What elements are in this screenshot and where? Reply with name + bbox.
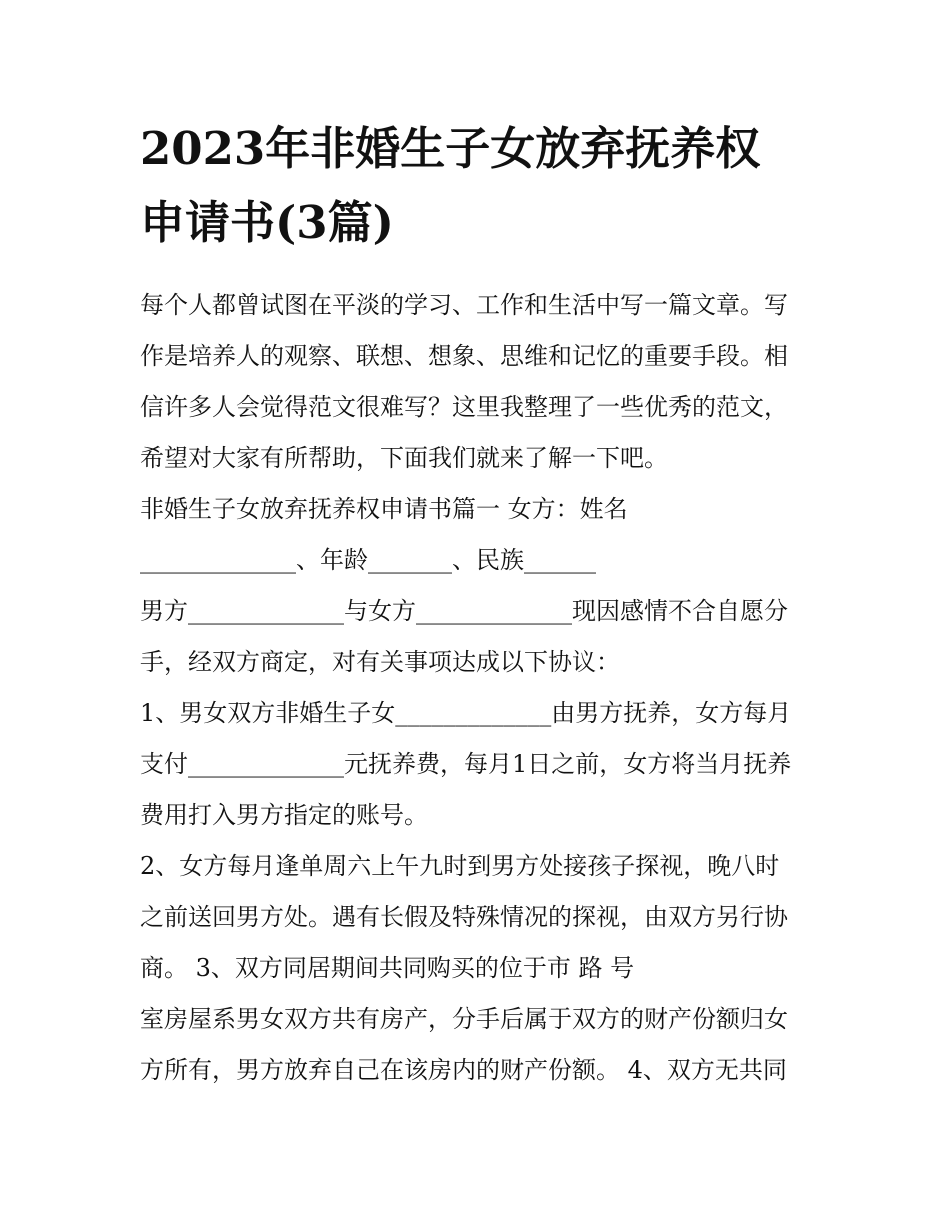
body-line-13: 之前送回男方处。遇有长假及特殊情况的探视，由双方另行协 bbox=[140, 903, 788, 931]
body-line-10: 支付_____________元抚养费，每月1日之前，女方将当月抚养 bbox=[140, 750, 792, 778]
body-line-3: 信许多人会觉得范文很难写？这里我整理了一些优秀的范文， bbox=[140, 393, 788, 421]
body-line-8: 手，经双方商定，对有关事项达成以下协议： bbox=[140, 648, 620, 676]
document-body bbox=[140, 280, 830, 1096]
body-line-15: 室房屋系男女双方共有房产，分手后属于双方的财产份额归女 bbox=[140, 1005, 788, 1033]
body-line-11: 费用打入男方指定的账号。 bbox=[140, 801, 428, 829]
body-line-4: 希望对大家有所帮助，下面我们就来了解一下吧。 bbox=[140, 444, 668, 472]
title-line-2: 申请书(3篇) bbox=[140, 196, 394, 249]
body-line-9: 1、男女双方非婚生子女_____________由男方抚养，女方每月 bbox=[140, 699, 792, 727]
body-line-1: 每个人都曾试图在平淡的学习、工作和生活中写一篇文章。写 bbox=[140, 291, 788, 319]
body-line-16: 方所有，男方放弃自己在该房内的财产份额。 4、双方无共同 bbox=[140, 1056, 787, 1084]
body-line-7: 男方_____________与女方_____________现因感情不合自愿分 bbox=[140, 597, 788, 625]
title-line-1: 2023年非婚生子女放弃抚养权 bbox=[140, 122, 761, 175]
body-line-5: 非婚生子女放弃抚养权申请书篇一 女方：姓名 bbox=[140, 495, 628, 523]
body-line-12: 2、女方每月逢单周六上午九时到男方处接孩子探视，晚八时 bbox=[140, 852, 780, 880]
document-title bbox=[140, 112, 830, 260]
body-line-14: 商。 3、双方同居期间共同购买的位于市 路 号 bbox=[140, 954, 635, 982]
body-line-2: 作是培养人的观察、联想、想象、思维和记忆的重要手段。相 bbox=[140, 342, 788, 370]
document-page bbox=[140, 112, 830, 1096]
body-line-6: _____________、年龄_______、民族______ bbox=[140, 546, 596, 574]
